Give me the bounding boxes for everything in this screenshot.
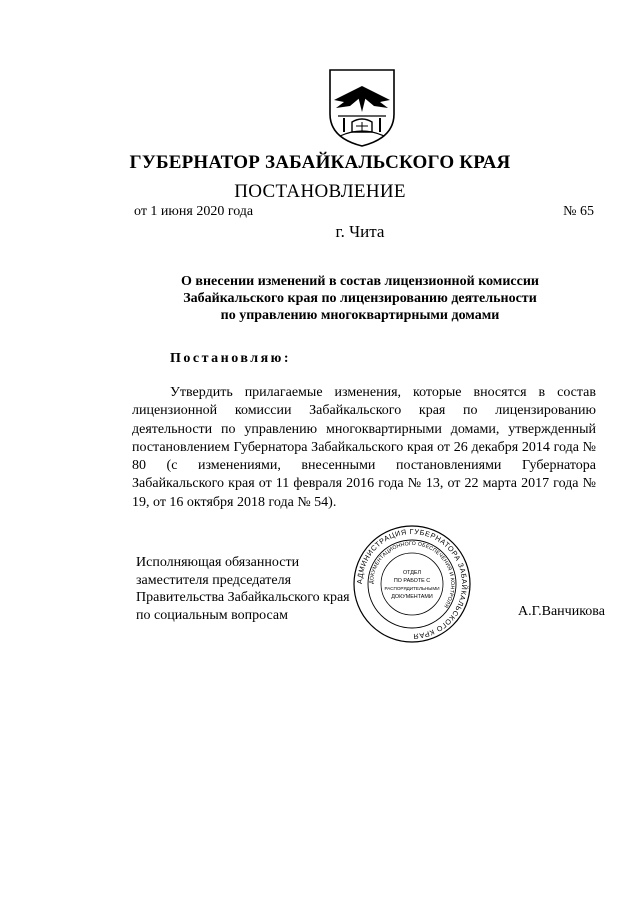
signer-position-line: Исполняющая обязанности: [136, 555, 300, 570]
document-date: от 1 июня 2020 года: [134, 204, 254, 219]
coat-of-arms-icon: [316, 66, 408, 148]
document-subject: [140, 273, 580, 324]
official-stamp-icon: [352, 524, 472, 644]
stamp-center-line: ПО РАБОТЕ С: [393, 578, 431, 584]
signer-name: А.Г.Ванчикова: [518, 604, 605, 619]
governor-title: ГУБЕРНАТОР ЗАБАЙКАЛЬСКОГО КРАЯ: [129, 152, 511, 173]
body-paragraph: Утвердить прилагаемые изменения, которые вносятся в состав лицензионной комиссии Забайкальского края по лицензированию деятельности по управлению многоквартирными домами, утвержденный постановлением Губернатора Забайкальского края от 26 декабря 2014 года № 80 (с изменениями, внесенными постановлениями Губернатора Забайкальского края от 11 февраля 2016 года № 13, от 22 марта 2017 года № 19, от 16 октября 2018 года № 54).: [132, 385, 596, 510]
document-type: ПОСТАНОВЛЕНИЕ: [234, 181, 406, 202]
signer-position-line: по социальным вопросам: [136, 607, 288, 623]
signer-block: [136, 554, 350, 624]
document-number: № 65: [563, 204, 594, 219]
signer-position-line: заместителя председателя: [136, 572, 292, 588]
stamp-center-line: ОТДЕЛ: [402, 570, 422, 576]
stamp-inner-text: ДОКУМЕНТАЦИОННОГО ОБЕСПЕЧЕНИЯ И КОНТРОЛЯ: [368, 540, 456, 609]
stamp-center-line: РАСПОРЯДИТЕЛЬНЫМИ: [384, 586, 440, 591]
subject-line: Забайкальского края по лицензированию деятельности: [183, 291, 537, 306]
stamp-outer-text: АДМИНИСТРАЦИЯ ГУБЕРНАТОРА ЗАБАЙКАЛЬСКОГО КРАЯ: [354, 526, 470, 642]
decree-word: Постановляю:: [170, 351, 292, 366]
subject-line: по управлению многоквартирными домами: [220, 308, 500, 323]
signer-position-line: Правительства Забайкальского края: [136, 590, 350, 605]
stamp-center-line: ДОКУМЕНТАМИ: [391, 594, 433, 600]
document-city: г. Чита: [335, 222, 385, 241]
subject-line: О внесении изменений в состав лицензионной комиссии: [181, 274, 539, 289]
